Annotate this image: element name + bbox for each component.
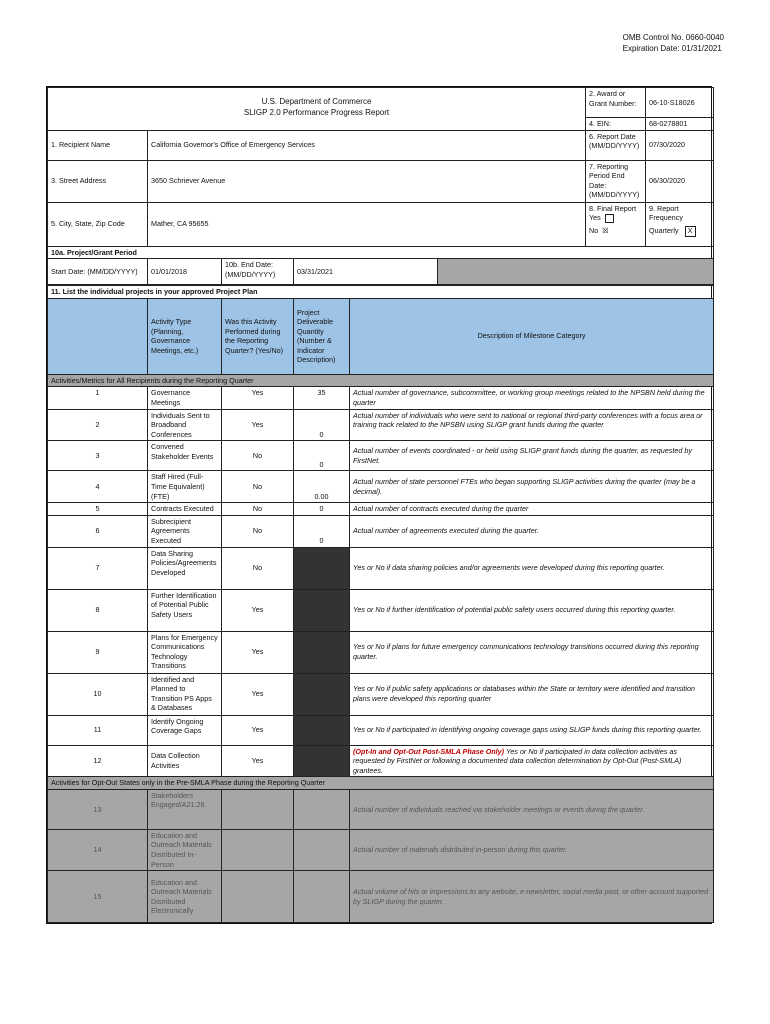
table-row: [48, 515, 714, 547]
column-header-blank: [48, 298, 148, 374]
report-title: [48, 88, 586, 131]
row-number: 3: [48, 441, 148, 471]
row-activity: Identified and Planned to Transition PS Apps & Databases: [148, 673, 222, 715]
row-activity: Governance Meetings: [148, 387, 222, 409]
project-list-label: 11. List the individual projects in your approved Project Plan: [48, 286, 714, 299]
table-row-optout: [48, 789, 714, 829]
row-number: 13: [48, 789, 148, 829]
table-row: [48, 589, 714, 631]
end-date-value: 03/31/2021: [294, 259, 438, 285]
final-report-label: 8. Final Report: [589, 203, 637, 213]
row-description: Actual volume of hits or impressions to any website, e-newsletter, social media post, or other account supported by SLIGP during the quarter.: [350, 871, 714, 923]
period-shaded-cell: [438, 259, 714, 285]
row-performed: No: [222, 471, 294, 503]
ein-label: 4. EIN:: [586, 118, 646, 131]
row-activity: Stakeholders Engaged/A21:26: [148, 789, 222, 829]
row-performed: No: [222, 547, 294, 589]
section-opt-out: Activities for Opt-Out States only in the Pre-SMLA Phase during the Reporting Quarter: [48, 777, 714, 790]
row-description: Yes or No if further identification of potential public safety users occurred during this reporting quarter.: [350, 589, 714, 631]
row-activity: Education and Outreach Materials Distributed Electronically: [148, 871, 222, 923]
row-activity: Staff Hired (Full-Time Equivalent)(FTE): [148, 471, 222, 503]
performance-report-form: [46, 86, 712, 924]
column-header-description: Description of Milestone Category: [350, 298, 714, 374]
row-description: Actual number of materials distributed in-person during this quarter.: [350, 829, 714, 870]
row-quantity: 0: [294, 515, 350, 547]
row-number: 15: [48, 871, 148, 923]
row-description: Actual number of state personnel FTEs who began supporting SLIGP activities during the quarter (may be a decimal).: [350, 471, 714, 503]
report-name: SLIGP 2.0 Performance Progress Report: [243, 108, 390, 117]
row-number: 9: [48, 631, 148, 673]
row-quantity-shaded: [294, 673, 350, 715]
row-number: 4: [48, 471, 148, 503]
row-quantity-shaded: [294, 715, 350, 745]
row-quantity-shaded: [294, 547, 350, 589]
row-quantity: 0.00: [294, 471, 350, 503]
row-description: Yes or No if participated in identifying ongoing coverage gaps using SLIGP funds during this reporting quarter.: [350, 715, 714, 745]
row-performed: No: [222, 503, 294, 516]
final-report-yes-checkbox[interactable]: [605, 214, 614, 223]
street-label: 3. Street Address: [48, 160, 148, 202]
section-all-recipients: Activities/Metrics for All Recipients during the Reporting Quarter: [48, 374, 714, 387]
row-quantity: 35: [294, 387, 350, 409]
row-performed-empty: [222, 871, 294, 923]
row-description-note: (Opt-In and Opt-Out Post-SMLA Phase Only): [353, 746, 505, 756]
end-date-label: 10b. End Date: (MM/DD/YYYY): [222, 259, 294, 285]
omb-control-number: OMB Control No. 0660-0040: [622, 33, 724, 42]
row-quantity-shaded: [294, 745, 350, 777]
row-description: Yes or No if participated in data collection activities as requested by FirstNet or following a documented data collection determination by Opt-Out (Post-SMLA) grantees.: [353, 746, 682, 775]
row-performed: Yes: [222, 631, 294, 673]
row-activity: Plans for Emergency Communications Technology Transitions: [148, 631, 222, 673]
row-activity: Education and Outreach Materials Distributed In-Person: [148, 829, 222, 870]
period-end-value: 06/30/2020: [646, 160, 714, 202]
row-activity: Identify Ongoing Coverage Gaps: [148, 715, 222, 745]
row-quantity-shaded: [294, 589, 350, 631]
project-period-label: 10a. Project/Grant Period: [48, 246, 714, 259]
row-performed: No: [222, 515, 294, 547]
row-quantity-shaded: [294, 631, 350, 673]
table-row: [48, 631, 714, 673]
omb-expiration-date: Expiration Date: 01/31/2021: [622, 44, 722, 53]
row-number: 7: [48, 547, 148, 589]
row-performed: Yes: [222, 409, 294, 441]
city-label: 5. City, State, Zip Code: [48, 202, 148, 246]
omb-block: [623, 32, 724, 54]
row-performed: Yes: [222, 387, 294, 409]
row-activity: Data Sharing Policies/Agreements Developed: [148, 547, 222, 589]
row-quantity-empty: [294, 789, 350, 829]
frequency-cell: [646, 202, 714, 246]
row-performed-empty: [222, 829, 294, 870]
row-description: Yes or No if data sharing policies and/or agreements were developed during this reporting quarter.: [350, 547, 714, 589]
row-activity: Subrecipient Agreements Executed: [148, 515, 222, 547]
row-description: Actual number of governance, subcommittee, or working group meetings related to the NPSBN held during the quarter: [350, 387, 714, 409]
frequency-label: 9. Report Frequency: [649, 203, 683, 223]
row-quantity: 0: [294, 409, 350, 441]
row-description-cell: [350, 745, 714, 777]
start-date-value: 01/01/2018: [148, 259, 222, 285]
row-description: Yes or No if public safety applications or databases within the State or territory were identified and transition plans were developed this reporting quarter: [350, 673, 714, 715]
row-number: 12: [48, 745, 148, 777]
row-activity: Contracts Executed: [148, 503, 222, 516]
column-header-row: [48, 298, 714, 374]
city-value: Mather, CA 95655: [148, 202, 586, 246]
row-quantity: 0: [294, 503, 350, 516]
period-end-label: 7. Reporting Period End Date: (MM/DD/YYYY): [586, 160, 646, 202]
row-number: 11: [48, 715, 148, 745]
row-performed: No: [222, 441, 294, 471]
row-quantity-empty: [294, 829, 350, 870]
row-quantity: 0: [294, 441, 350, 471]
row-number: 6: [48, 515, 148, 547]
table-row: [48, 441, 714, 471]
row-description: Actual number of individuals who were sent to national or regional third-party conferences with a focus area or training track related to the NPSBN using SLIGP grant funds during the quarter: [350, 409, 714, 441]
row-activity: Individuals Sent to Broadband Conferences: [148, 409, 222, 441]
table-row-optout: [48, 829, 714, 870]
department-name: U.S. Department of Commerce: [261, 97, 372, 106]
row-performed: Yes: [222, 589, 294, 631]
column-header-activity: Activity Type (Planning, Governance Meetings, etc.): [148, 298, 222, 374]
row-description: Actual number of individuals reached via stakeholder meetings or events during the quarter.: [350, 789, 714, 829]
activities-table: [47, 285, 714, 923]
row-activity: Convened Stakeholder Events: [148, 441, 222, 471]
row-description: Yes or No if plans for future emergency communications technology transitions occurred during this reporting quarter.: [350, 631, 714, 673]
recipient-label: 1. Recipient Name: [48, 130, 148, 160]
table-row: [48, 503, 714, 516]
award-value: 06-10-S18026: [646, 88, 714, 118]
row-activity: Data Collection Activities: [148, 745, 222, 777]
frequency-checkbox[interactable]: X: [685, 226, 696, 237]
final-report-cell: [586, 202, 646, 246]
column-header-deliverable: Project Deliverable Quantity (Number & Indicator Description): [294, 298, 350, 374]
table-row-optout: [48, 871, 714, 923]
recipient-value: California Governor's Office of Emergency Services: [148, 130, 586, 160]
table-row: [48, 471, 714, 503]
final-report-yes-label: Yes: [589, 213, 601, 223]
row-number: 5: [48, 503, 148, 516]
report-date-value: 07/30/2020: [646, 130, 714, 160]
frequency-value: Quarterly: [649, 225, 679, 235]
final-report-no-label: No: [589, 225, 599, 235]
row-activity: Further Identification of Potential Public Safety Users: [148, 589, 222, 631]
row-performed-empty: [222, 789, 294, 829]
table-row: [48, 387, 714, 409]
table-row: [48, 673, 714, 715]
row-performed: Yes: [222, 745, 294, 777]
row-number: 10: [48, 673, 148, 715]
row-description: Actual number of agreements executed during the quarter.: [350, 515, 714, 547]
final-report-no-checkbox[interactable]: ☒: [602, 225, 609, 235]
report-date-label: 6. Report Date (MM/DD/YYYY): [586, 130, 646, 160]
start-date-label: Start Date: (MM/DD/YYYY): [48, 259, 148, 285]
row-number: 1: [48, 387, 148, 409]
table-row: [48, 409, 714, 441]
row-description: Actual number of contracts executed during the quarter: [350, 503, 714, 516]
row-number: 2: [48, 409, 148, 441]
table-row: [48, 547, 714, 589]
row-number: 14: [48, 829, 148, 870]
row-quantity-empty: [294, 871, 350, 923]
row-description: Actual number of events coordinated - or held using SLIGP grant funds during the quarter, as requested by FirstNet.: [350, 441, 714, 471]
row-performed: Yes: [222, 673, 294, 715]
row-number: 8: [48, 589, 148, 631]
award-label: 2. Award or Grant Number:: [586, 88, 646, 118]
street-value: 3650 Schriever Avenue: [148, 160, 586, 202]
column-header-performed: Was this Activity Performed during the Reporting Quarter? (Yes/No): [222, 298, 294, 374]
table-row: [48, 745, 714, 777]
table-row: [48, 715, 714, 745]
ein-value: 68-0278801: [646, 118, 714, 131]
row-performed: Yes: [222, 715, 294, 745]
report-header-table: [47, 87, 714, 285]
